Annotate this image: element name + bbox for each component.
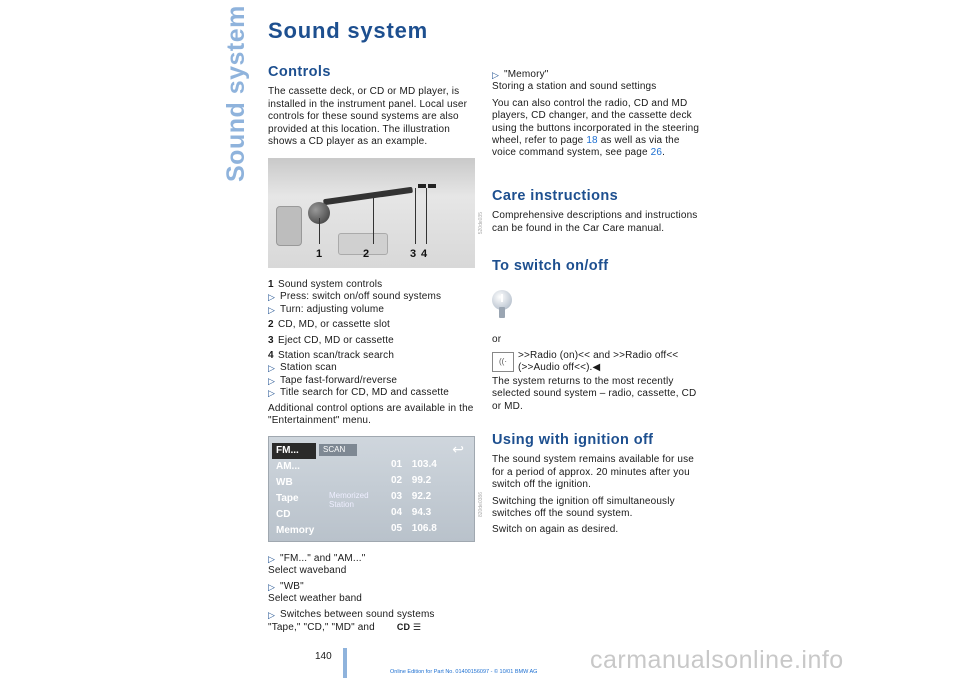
list-item: ▷ Tape fast-forward/reverse xyxy=(268,374,398,386)
list-item-detail: Storing a station and sound settings xyxy=(492,81,657,93)
scan-label: SCAN xyxy=(319,444,357,456)
page-link-26[interactable]: 26 xyxy=(650,147,663,159)
ignition-p3: Switch on again as desired. xyxy=(492,524,619,536)
callout-3: 3 xyxy=(410,248,417,260)
list-item-detail: Select waveband xyxy=(268,565,347,577)
list-item: ▷ "Memory" xyxy=(492,69,549,80)
air-vent xyxy=(276,206,302,246)
callout-line-1 xyxy=(319,218,320,244)
photo-code: 520de035 xyxy=(478,212,484,235)
ignition-p1: The sound system remains available for use for a period of approx. 20 minutes after you switch off the ignition. xyxy=(492,454,694,491)
steering-text: You can also control the radio, CD and MD players, CD changer, and the cassette deck using the buttons incorporated in the steering wheel, refer to page 18 as well as via the voice command system, see page 26. xyxy=(492,97,700,159)
switch-heading: To switch on/off xyxy=(492,258,609,274)
switch-section xyxy=(492,260,702,272)
voice-command-icon: ((· xyxy=(492,352,514,372)
callout-line-4 xyxy=(426,188,427,244)
list-item: ▷ Title search for CD, MD and cassette xyxy=(268,387,449,399)
callout-line-3 xyxy=(415,188,416,244)
station-row: 03 92.2 xyxy=(391,491,432,502)
right-column-top xyxy=(492,69,702,160)
list-item: ▷ "FM..." and "AM..." xyxy=(268,553,366,564)
list-item: 3 Eject CD, MD or cassette xyxy=(268,334,394,346)
left-column-items xyxy=(268,279,478,427)
station-row: 04 94.3 xyxy=(391,507,432,518)
list-item: 1 Sound system controls xyxy=(268,279,383,290)
list-item: ▷ Press: switch on/off sound systems xyxy=(268,291,442,303)
menu-item-tape: Tape xyxy=(276,493,299,504)
ignition-heading: Using with ignition off xyxy=(492,432,654,448)
cd-slot xyxy=(323,187,413,205)
cd-player-illustration xyxy=(268,158,475,268)
controls-intro: The cassette deck, or CD or MD player, is installed in the instrument panel. Local user controls for these sound systems are also provided at this location. The illustration shows a CD player as an example. xyxy=(268,86,468,148)
page-link-18[interactable]: 18 xyxy=(586,135,598,147)
or-text: or xyxy=(492,334,502,345)
care-heading: Care instructions xyxy=(492,188,619,204)
list-item: 4 Station scan/track search xyxy=(268,350,395,362)
callout-4: 4 xyxy=(421,248,428,260)
callout-1: 1 xyxy=(316,248,323,260)
eject-button-shape xyxy=(418,184,426,188)
list-item: ▷ "WB" xyxy=(268,580,304,592)
station-row: 05 106.8 xyxy=(391,523,437,534)
back-arrow-icon: ↩ xyxy=(452,441,464,457)
list-item: 2 CD, MD, or cassette slot xyxy=(268,319,390,331)
left-column-top xyxy=(268,66,478,148)
care-text: Comprehensive descriptions and instructions can be found in the Car Care manual. xyxy=(492,210,698,234)
side-title: Sound system xyxy=(222,5,250,182)
list-item: ▷ Station scan xyxy=(268,362,337,374)
entertainment-menu-screen xyxy=(268,436,475,542)
controls-heading: Controls xyxy=(268,64,331,80)
menu-item-cd: CD xyxy=(276,509,291,520)
menu-item-fm: FM... xyxy=(272,443,316,459)
care-section xyxy=(492,190,702,235)
screen-code: 820de0386 xyxy=(478,492,484,518)
page-number: 140 xyxy=(315,651,332,662)
callout-line-2 xyxy=(373,198,374,244)
ignition-p2: Switching the ignition off simultaneously switches off the sound system. xyxy=(492,495,675,520)
ignition-section xyxy=(492,434,702,537)
edition-text: Online Edition for Part No. 01400156097 - © 10/01 BMW AG xyxy=(390,669,538,675)
memorized-station-label: Memorized Station xyxy=(329,491,369,509)
page-title: Sound system xyxy=(268,18,428,43)
menu-item-am: AM... xyxy=(276,461,300,472)
cd-icon: CD ☰ xyxy=(396,622,422,633)
list-item: ▷ Turn: adjusting volume xyxy=(268,303,385,315)
list-item-detail: "Tape," "CD," "MD" and CD ☰ xyxy=(268,622,422,634)
footer-bar xyxy=(343,648,347,678)
scan-button-shape xyxy=(428,184,436,188)
callout-2: 2 xyxy=(363,248,370,260)
left-column-bottom xyxy=(268,553,478,634)
list-item-detail: Select weather band xyxy=(268,593,363,605)
watermark: carmanualsonline.info xyxy=(590,646,844,674)
list-item: ▷ Switches between sound systems xyxy=(268,608,435,620)
additional-options: Additional control options are available in the "Entertainment" menu. xyxy=(268,402,474,427)
button-press-icon xyxy=(490,290,514,320)
menu-item-wb: WB xyxy=(276,477,293,488)
returns-text: The system returns to the most recently selected sound system – radio, cassette, CD or MD. xyxy=(492,376,697,412)
menu-item-memory: Memory xyxy=(276,525,315,536)
station-row: 02 99.2 xyxy=(391,475,432,486)
voice-command-text: >>Radio (on)<< and >>Radio off<< (>>Audio off<<).◀ xyxy=(518,350,679,374)
station-row: 01 103.4 xyxy=(391,459,437,470)
waveband-menu xyxy=(272,443,316,539)
